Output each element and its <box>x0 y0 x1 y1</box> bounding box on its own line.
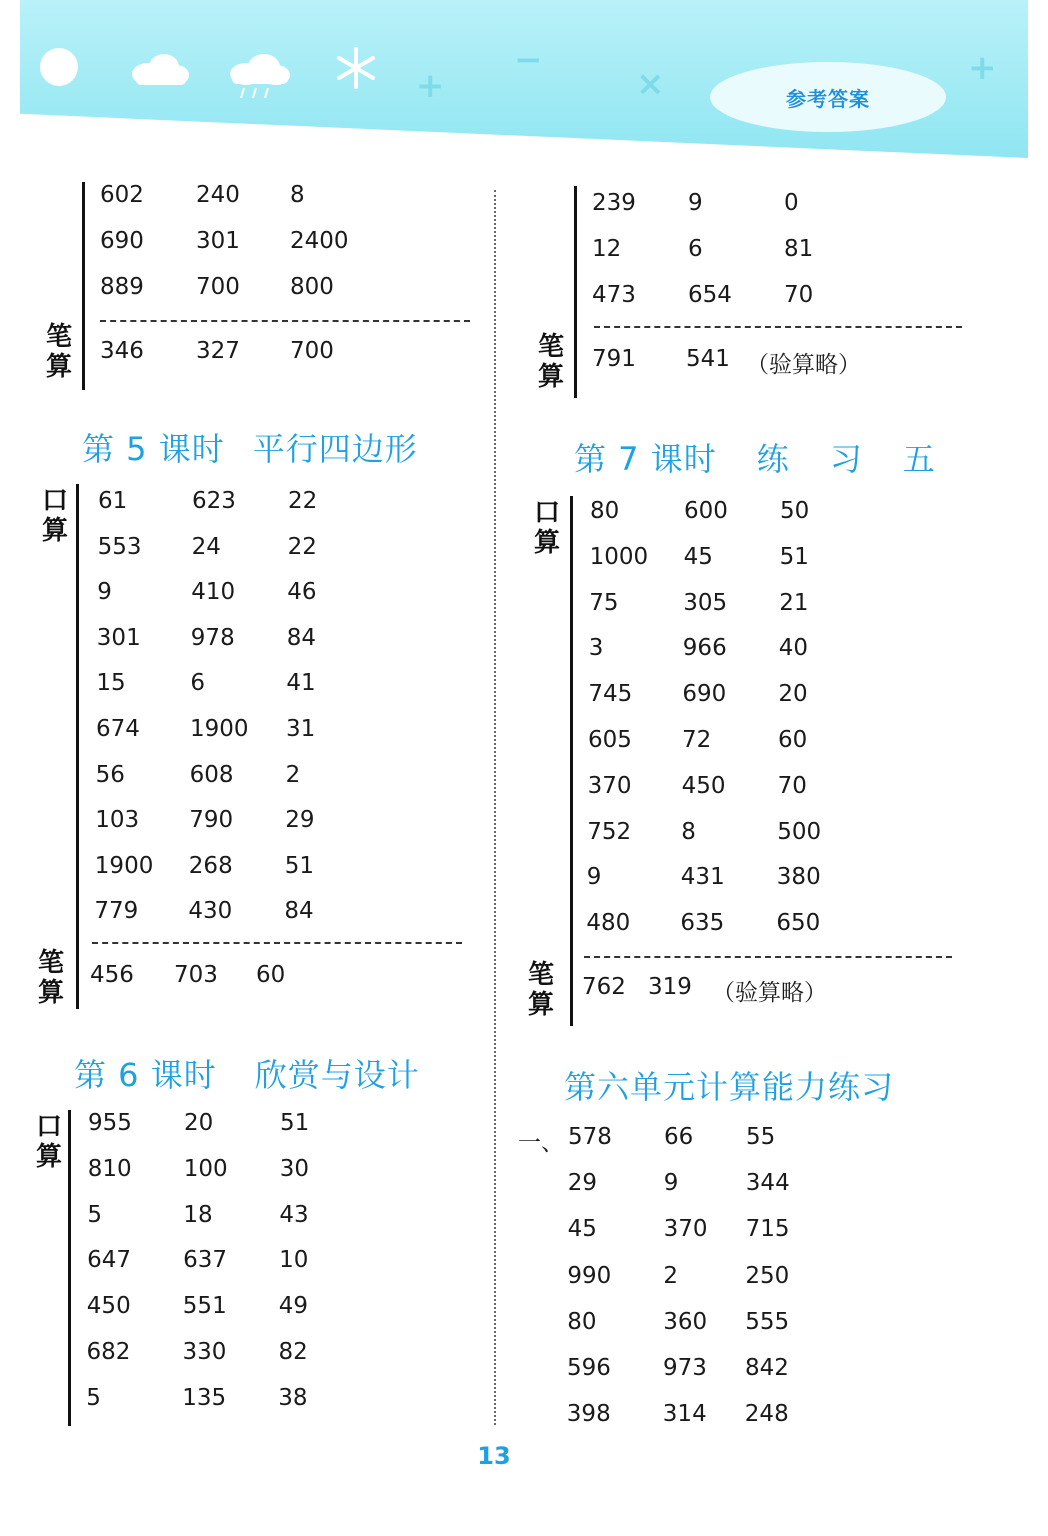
answer-value: 605 <box>588 727 632 753</box>
bracket-line <box>574 186 577 398</box>
lesson-topic-char: 五 <box>902 440 936 478</box>
lesson-number: 第 7 课时 <box>574 440 717 478</box>
answer-value: 674 <box>96 716 140 742</box>
answer-value: 456 <box>90 962 134 988</box>
unit-practice-title: 第六单元计算能力练习 <box>564 1068 895 1106</box>
answer-key-badge: 参考答案 <box>710 62 946 132</box>
answer-value: 346 <box>100 338 144 364</box>
answer-value: 29 <box>285 807 315 834</box>
answer-value: 431 <box>680 864 725 891</box>
answer-value: 319 <box>648 974 692 1000</box>
lesson-title <box>82 424 418 470</box>
answer-value: 370 <box>663 1216 708 1243</box>
answer-value: 31 <box>286 716 316 742</box>
answer-value: 682 <box>86 1339 131 1365</box>
answer-value: 5 <box>86 1384 101 1411</box>
answer-value: 239 <box>592 190 636 216</box>
answer-value: 82 <box>278 1339 308 1365</box>
answer-value: 55 <box>746 1124 776 1150</box>
answer-row <box>0 1355 789 1385</box>
answer-value: 430 <box>188 898 233 925</box>
answer-value: 30 <box>279 1155 309 1182</box>
answer-value: 600 <box>684 498 728 524</box>
answer-value: 301 <box>196 228 240 254</box>
written-calc-label: 笔算 <box>37 948 64 1008</box>
bracket-line <box>76 484 79 1009</box>
answer-value: 60 <box>256 962 286 988</box>
answer-value: 745 <box>588 681 633 708</box>
answer-value: 647 <box>87 1247 131 1274</box>
answer-value: 22 <box>288 488 318 514</box>
answer-value: 81 <box>784 236 814 262</box>
answer-value: 51 <box>284 852 315 879</box>
answer-value: 2 <box>663 1262 679 1289</box>
answer-value: 10 <box>279 1247 309 1274</box>
answer-value: 70 <box>777 772 807 799</box>
answer-value: 15 <box>96 670 126 697</box>
answer-value: 650 <box>776 910 821 937</box>
plus-sign: + <box>416 66 445 106</box>
answer-value: 40 <box>778 635 809 662</box>
answer-value: 2400 <box>290 228 349 254</box>
answer-value: 41 <box>286 670 316 697</box>
answer-value: 551 <box>182 1293 227 1320</box>
answer-value: 70 <box>784 282 814 308</box>
answer-value: 370 <box>587 772 632 799</box>
times-sign: × <box>636 64 665 104</box>
lesson-topic: 欣赏与设计 <box>254 1056 420 1094</box>
answer-value: 623 <box>192 488 236 514</box>
lesson-number: 第 5 课时 <box>82 430 225 468</box>
answer-value: 450 <box>681 772 726 799</box>
answer-value: 654 <box>688 282 732 308</box>
answer-value: 327 <box>196 338 240 364</box>
answer-value: 9 <box>586 864 602 891</box>
answer-value: 602 <box>100 182 144 208</box>
answer-value: 8 <box>681 818 696 845</box>
answer-value: 38 <box>278 1384 308 1411</box>
answer-value: 301 <box>96 624 141 651</box>
answer-row <box>0 1308 790 1339</box>
answer-value: 46 <box>287 579 317 606</box>
answer-value: 608 <box>189 761 234 788</box>
answer-value: 480 <box>586 910 631 937</box>
answer-value: 60 <box>778 727 808 753</box>
page-number: 13 <box>477 1442 511 1470</box>
dashed-divider <box>100 320 470 322</box>
answer-value: 700 <box>290 338 334 364</box>
answer-value: 84 <box>284 898 314 925</box>
answer-value: 380 <box>776 864 821 891</box>
answer-value: 51 <box>280 1110 310 1136</box>
answer-value: 889 <box>100 274 144 300</box>
answer-value: 100 <box>183 1155 228 1182</box>
written-calc-label: 笔算 <box>45 322 72 382</box>
lesson-title <box>574 434 936 480</box>
mental-calc-label: 口算 <box>533 498 560 558</box>
answer-value: 398 <box>566 1401 611 1428</box>
answer-value: 9 <box>688 190 703 216</box>
answer-value: 135 <box>182 1384 227 1411</box>
answer-value: 990 <box>567 1262 612 1289</box>
snowflake-icon <box>334 46 378 90</box>
answer-value: 541 <box>686 346 730 372</box>
answer-value: 555 <box>745 1308 790 1335</box>
answer-value: 635 <box>680 910 725 937</box>
answer-row <box>0 1262 790 1293</box>
answer-value: （验算略） <box>712 980 827 1006</box>
mental-calc-label: 口算 <box>35 1112 62 1172</box>
answer-value: 762 <box>582 974 626 1000</box>
answer-value: 49 <box>278 1293 309 1320</box>
answer-value: 24 <box>191 533 221 560</box>
answer-value: 50 <box>780 498 810 524</box>
answer-value: 21 <box>779 589 809 616</box>
answer-value: 80 <box>567 1308 597 1335</box>
answer-value: 75 <box>589 589 619 616</box>
answer-value: 500 <box>777 818 822 845</box>
answer-value: 1900 <box>94 852 154 879</box>
answer-value: 715 <box>745 1216 790 1243</box>
plus-sign: + <box>968 48 997 88</box>
answer-value: 842 <box>745 1355 789 1381</box>
answer-value: 6 <box>688 236 703 262</box>
answer-value: 978 <box>190 624 235 651</box>
answer-value: 20 <box>778 681 808 708</box>
answer-value: 29 <box>567 1170 598 1197</box>
answer-value: 690 <box>100 228 144 254</box>
lesson-title <box>74 1050 420 1096</box>
cloud-icon <box>128 52 190 86</box>
answer-value: 20 <box>184 1110 214 1136</box>
question-number: 一、 <box>518 1130 564 1156</box>
answer-value: 103 <box>95 807 140 834</box>
answer-value: 410 <box>191 579 236 606</box>
answer-value: 1000 <box>589 543 649 570</box>
answer-value: 43 <box>279 1201 309 1228</box>
answer-value: 80 <box>590 498 620 524</box>
answer-value: 344 <box>745 1170 790 1197</box>
answer-value: 12 <box>592 236 622 262</box>
answer-value: 314 <box>662 1401 707 1428</box>
answer-value: 779 <box>94 898 139 925</box>
answer-value: 553 <box>97 533 142 560</box>
answer-value: 250 <box>745 1262 790 1289</box>
answer-value: 45 <box>683 543 713 570</box>
answer-value: 45 <box>567 1216 597 1243</box>
rain-cloud-icon <box>226 54 292 102</box>
answer-row <box>0 1216 790 1246</box>
answer-row <box>0 1401 789 1431</box>
lesson-topic-char: 习 <box>829 440 863 478</box>
answer-value: 360 <box>663 1308 708 1335</box>
answer-value: 703 <box>174 962 218 988</box>
dashed-divider <box>584 956 952 958</box>
answer-value: 240 <box>196 182 240 208</box>
answer-value: 305 <box>683 589 728 616</box>
answer-value: 18 <box>183 1201 213 1228</box>
answer-row <box>0 1170 790 1200</box>
answer-value: 330 <box>182 1339 227 1365</box>
column-divider <box>494 190 496 1425</box>
answer-value: 6 <box>190 670 206 697</box>
sun-icon <box>40 48 78 86</box>
answer-value: 790 <box>189 807 234 834</box>
answer-value: 700 <box>196 274 240 300</box>
lesson-number: 第 6 课时 <box>74 1056 217 1094</box>
dashed-divider <box>594 326 962 328</box>
answer-value: 22 <box>287 533 317 560</box>
answer-value: 2 <box>285 761 301 788</box>
answer-value: 955 <box>88 1110 132 1136</box>
answer-value: 578 <box>568 1124 612 1150</box>
written-calc-label: 笔算 <box>527 960 554 1020</box>
answer-value: 61 <box>98 488 128 514</box>
answer-value: 56 <box>95 761 125 788</box>
minus-sign: − <box>514 40 543 80</box>
lesson-topic-char: 练 <box>756 440 790 478</box>
written-calc-label: 笔算 <box>537 332 564 392</box>
answer-value: 5 <box>87 1201 103 1228</box>
answer-value: 248 <box>744 1401 789 1428</box>
answer-value: 450 <box>86 1293 131 1320</box>
answer-value: 800 <box>290 274 334 300</box>
answer-value: 84 <box>286 624 317 651</box>
answer-value: 1900 <box>190 716 249 742</box>
answer-value: 473 <box>592 282 636 308</box>
answer-value: 973 <box>663 1355 707 1381</box>
answer-value: 72 <box>682 727 712 753</box>
answer-value: 596 <box>567 1355 611 1381</box>
answer-value: 752 <box>587 818 632 845</box>
answer-value: 9 <box>97 579 112 606</box>
answer-value: 966 <box>682 635 727 662</box>
answer-value: 0 <box>784 190 799 216</box>
answer-value: 3 <box>588 635 604 662</box>
answer-value: （验算略） <box>746 352 861 378</box>
answer-value: 8 <box>290 182 305 208</box>
bracket-line <box>82 182 85 390</box>
answer-value: 690 <box>682 681 727 708</box>
answer-value: 9 <box>663 1170 679 1197</box>
answer-value: 66 <box>664 1124 694 1150</box>
answer-value: 637 <box>183 1247 227 1274</box>
answer-value: 810 <box>87 1155 132 1182</box>
dashed-divider <box>92 942 462 944</box>
bracket-line <box>68 1110 71 1426</box>
answer-value: 268 <box>188 852 233 879</box>
answer-value: 51 <box>779 543 809 570</box>
lesson-topic: 平行四边形 <box>252 430 418 468</box>
mental-calc-label: 口算 <box>41 486 68 546</box>
bracket-line <box>570 496 573 1026</box>
answer-value: 791 <box>592 346 636 372</box>
